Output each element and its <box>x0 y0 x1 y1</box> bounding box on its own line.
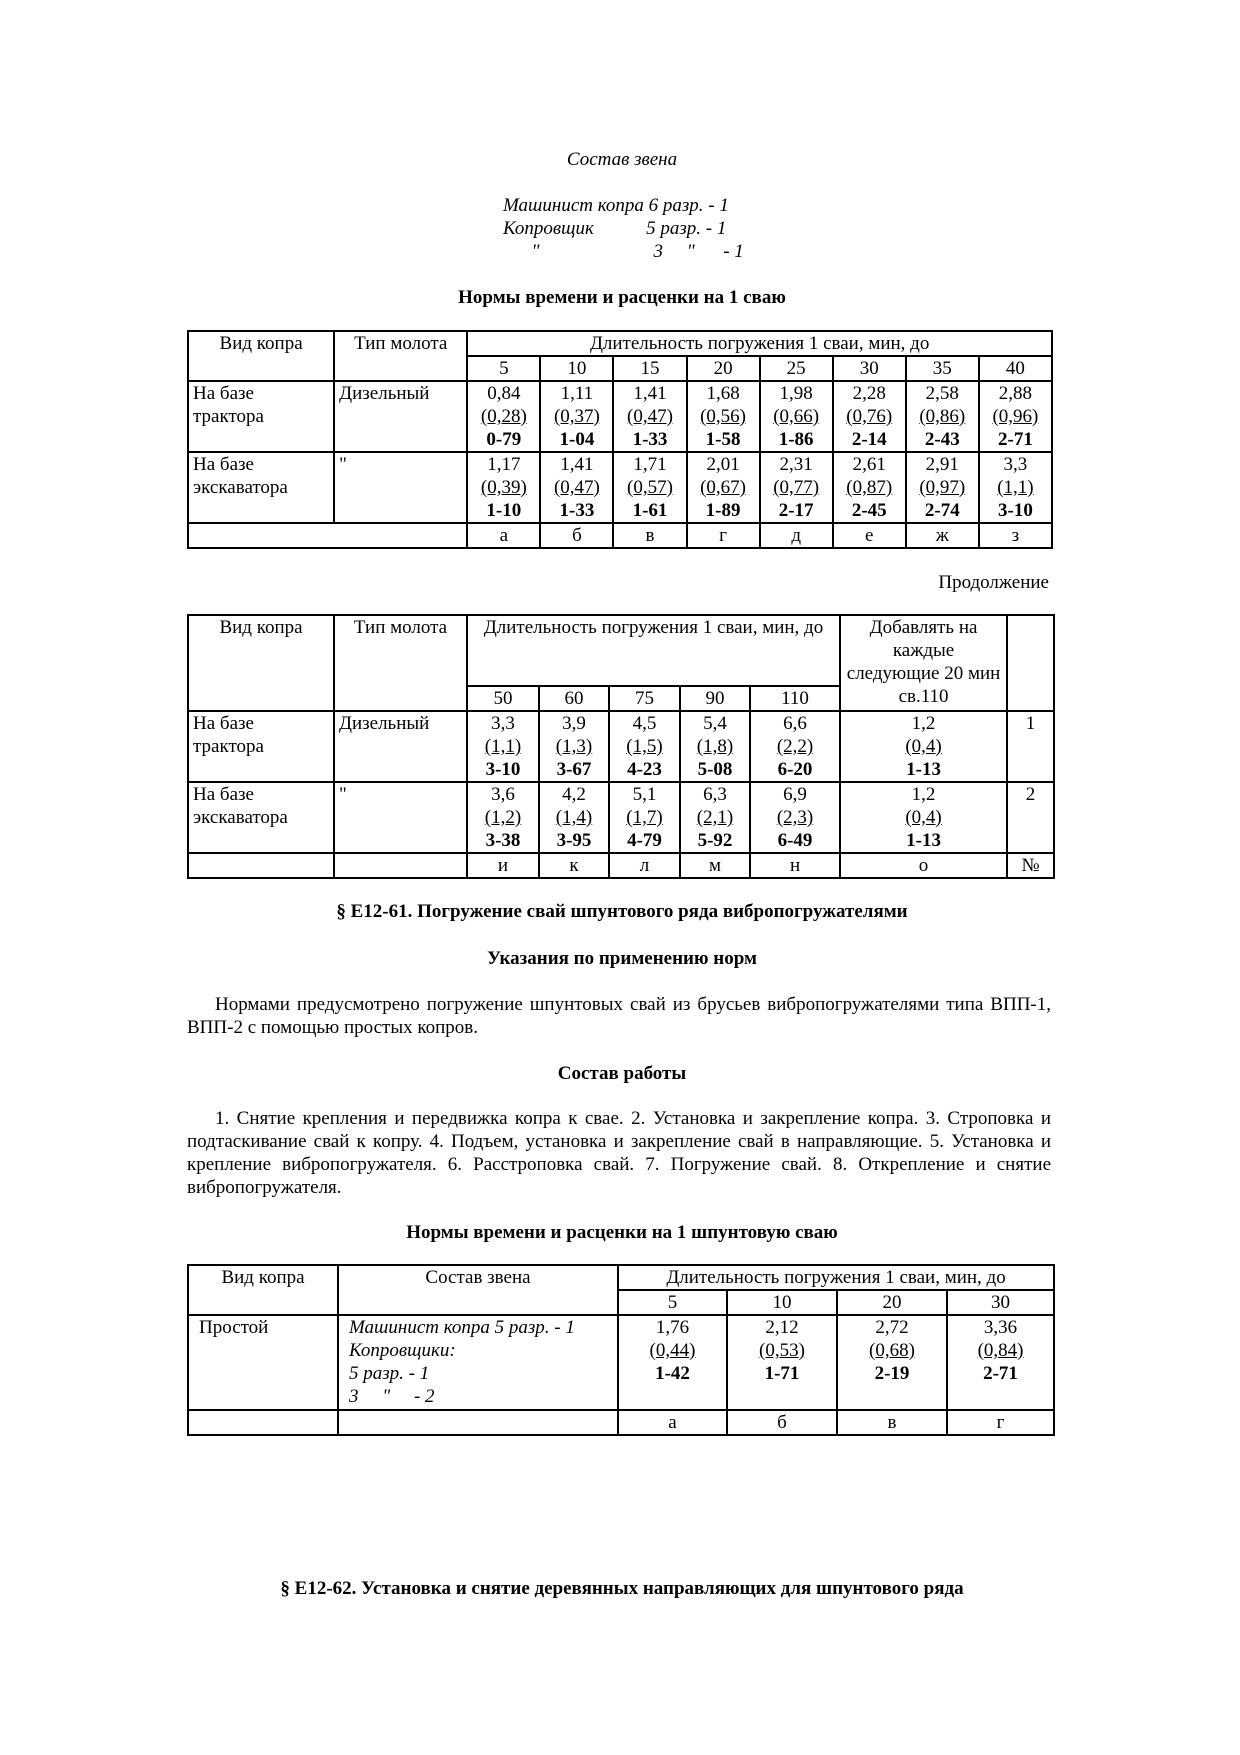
letter-cell: б <box>540 523 613 548</box>
norms-table-3 <box>187 1264 1055 1436</box>
header-kopr: Вид копра <box>188 615 334 711</box>
letter-cell: ж <box>906 523 979 548</box>
header-crew: Состав звена <box>338 1265 618 1315</box>
value-cell: 2,01 (0,67) 1-89 <box>687 452 760 523</box>
header-add: Добавлять на каждые следующие 20 мин св.110 <box>840 615 1007 711</box>
value-cell: 2,28 (0,76) 2-14 <box>833 381 906 452</box>
duration-cell: 75 <box>609 686 680 711</box>
letter-cell: г <box>687 523 760 548</box>
letter-cell: л <box>609 853 680 878</box>
work-title: Состав работы <box>557 1063 687 1084</box>
header-num <box>1007 615 1054 711</box>
value-cell: 2,72 (0,68) 2-19 <box>837 1315 947 1410</box>
value-cell: 5,1 (1,7) 4-79 <box>609 782 680 853</box>
duration-cell: 50 <box>467 686 539 711</box>
kopr-cell: Простой <box>188 1315 338 1410</box>
value-cell: 0,84 (0,28) 0-79 <box>467 381 540 452</box>
table3-title: Нормы времени и расценки на 1 шпунтовую сваю <box>406 1222 838 1243</box>
instructions-title: Указания по применению норм <box>487 948 757 969</box>
header-duration: Длительность погружения 1 сваи, мин, до <box>467 615 840 686</box>
kopr-cell: На базе трактора <box>188 711 334 782</box>
norms-table-2 <box>187 614 1055 879</box>
value-cell: 2,58 (0,86) 2-43 <box>906 381 979 452</box>
add-cell: 1,2 (0,4) 1-13 <box>840 711 1007 782</box>
duration-cell: 5 <box>618 1290 727 1315</box>
letter-cell: № <box>1007 853 1054 878</box>
letter-cell: з <box>979 523 1052 548</box>
letter-cell: в <box>837 1410 947 1435</box>
value-cell: 2,12 (0,53) 1-71 <box>727 1315 837 1410</box>
table-row <box>188 711 1054 782</box>
duration-cell: 110 <box>750 686 840 711</box>
letter-cell: к <box>539 853 609 878</box>
value-cell: 2,88 (0,96) 2-71 <box>979 381 1052 452</box>
value-cell: 6,3 (2,1) 5-92 <box>680 782 750 853</box>
duration-cell: 60 <box>539 686 609 711</box>
table-row <box>188 452 1052 523</box>
duration-cell: 20 <box>687 356 760 381</box>
value-cell: 5,4 (1,8) 5-08 <box>680 711 750 782</box>
duration-cell: 5 <box>467 356 540 381</box>
letters-row <box>188 1410 1054 1435</box>
crew-title: Состав звена <box>566 149 678 170</box>
value-cell: 1,68 (0,56) 1-58 <box>687 381 760 452</box>
crew-lines <box>503 194 823 263</box>
kopr-cell: На базе трактора <box>188 381 334 452</box>
duration-cell: 10 <box>540 356 613 381</box>
crew-line: Копровщик 5 разр. - 1 <box>503 218 727 239</box>
letters-row <box>188 523 1052 548</box>
work-text: 1. Снятие крепления и передвижка копра к свае. 2. Установка и закрепление копра. 3. Строповка и подтаскивание свай к копру. 4. Подъем, установка и закрепление свай в направляющие. 5. Установка и крепление вибропогружателя. 6. Расстроповка свай. 7. Погружение свай. 8. Открепление и снятие вибропогружателя. <box>187 1108 1051 1198</box>
molot-cell: Дизельный <box>334 711 467 782</box>
molot-cell: Дизельный <box>334 381 467 452</box>
kopr-cell: На базе экскаватора <box>188 452 334 523</box>
value-cell: 1,41 (0,47) 1-33 <box>613 381 686 452</box>
header-kopr: Вид копра <box>188 1265 338 1315</box>
row-number: 1 <box>1007 711 1054 782</box>
duration-cell: 35 <box>906 356 979 381</box>
value-cell: 3,36 (0,84) 2-71 <box>947 1315 1054 1410</box>
norms-table-1 <box>187 330 1053 549</box>
value-cell: 1,98 (0,66) 1-86 <box>760 381 833 452</box>
section-62-title: § Е12-62. Установка и снятие деревянных направляющих для шпунтового ряда <box>280 1578 964 1599</box>
letter-cell: д <box>760 523 833 548</box>
letter-cell: а <box>467 523 540 548</box>
duration-cell: 10 <box>727 1290 837 1315</box>
duration-cell: 30 <box>833 356 906 381</box>
letter-cell: г <box>947 1410 1054 1435</box>
duration-cell: 40 <box>979 356 1052 381</box>
crew-line: " 3 " - 1 <box>503 241 744 262</box>
molot-cell: " <box>334 782 467 853</box>
duration-cell: 90 <box>680 686 750 711</box>
value-cell: 3,3 (1,1) 3-10 <box>979 452 1052 523</box>
value-cell: 6,9 (2,3) 6-49 <box>750 782 840 853</box>
letters-row <box>188 853 1054 878</box>
duration-cell: 15 <box>613 356 686 381</box>
section-61-title: § Е12-61. Погружение свай шпунтового ряда вибропогружателями <box>336 901 908 922</box>
letter-cell: н <box>750 853 840 878</box>
header-duration: Длительность погружения 1 сваи, мин, до <box>467 331 1052 356</box>
value-cell: 6,6 (2,2) 6-20 <box>750 711 840 782</box>
value-cell: 1,76 (0,44) 1-42 <box>618 1315 727 1410</box>
letter-cell: и <box>467 853 539 878</box>
value-cell: 2,61 (0,87) 2-45 <box>833 452 906 523</box>
table-row <box>188 1315 1054 1410</box>
value-cell: 4,2 (1,4) 3-95 <box>539 782 609 853</box>
letter-cell: в <box>613 523 686 548</box>
value-cell: 1,17 (0,39) 1-10 <box>467 452 540 523</box>
duration-cell: 20 <box>837 1290 947 1315</box>
duration-cell: 30 <box>947 1290 1054 1315</box>
table-row <box>188 381 1052 452</box>
instructions-text: Нормами предусмотрено погружение шпунтовых свай из брусьев вибропогружателями типа ВПП-1, ВПП-2 с помощью простых копров. <box>187 994 1051 1038</box>
letter-cell: а <box>618 1410 727 1435</box>
kopr-cell: На базе экскаватора <box>188 782 334 853</box>
value-cell: 3,6 (1,2) 3-38 <box>467 782 539 853</box>
value-cell: 4,5 (1,5) 4-23 <box>609 711 680 782</box>
letter-cell: о <box>840 853 1007 878</box>
continuation-label: Продолжение <box>938 572 1049 593</box>
header-molot: Тип молота <box>334 331 467 381</box>
letter-cell: е <box>833 523 906 548</box>
crew-line: Машинист копра 6 разр. - 1 <box>503 195 729 216</box>
duration-cell: 25 <box>760 356 833 381</box>
value-cell: 2,31 (0,77) 2-17 <box>760 452 833 523</box>
molot-cell: " <box>334 452 467 523</box>
header-kopr: Вид копра <box>188 331 334 381</box>
table-row <box>188 782 1054 853</box>
value-cell: 1,71 (0,57) 1-61 <box>613 452 686 523</box>
value-cell: 1,41 (0,47) 1-33 <box>540 452 613 523</box>
row-number: 2 <box>1007 782 1054 853</box>
crew-cell: Машинист копра 5 разр. - 1 Копровщики: 5 разр. - 1 3 " - 2 <box>338 1315 618 1410</box>
letter-cell: м <box>680 853 750 878</box>
table1-title: Нормы времени и расценки на 1 сваю <box>458 287 786 308</box>
value-cell: 3,9 (1,3) 3-67 <box>539 711 609 782</box>
value-cell: 1,11 (0,37) 1-04 <box>540 381 613 452</box>
value-cell: 2,91 (0,97) 2-74 <box>906 452 979 523</box>
letter-cell: б <box>727 1410 837 1435</box>
header-molot: Тип молота <box>334 615 467 711</box>
value-cell: 3,3 (1,1) 3-10 <box>467 711 539 782</box>
add-cell: 1,2 (0,4) 1-13 <box>840 782 1007 853</box>
header-duration: Длительность погружения 1 сваи, мин, до <box>618 1265 1054 1290</box>
